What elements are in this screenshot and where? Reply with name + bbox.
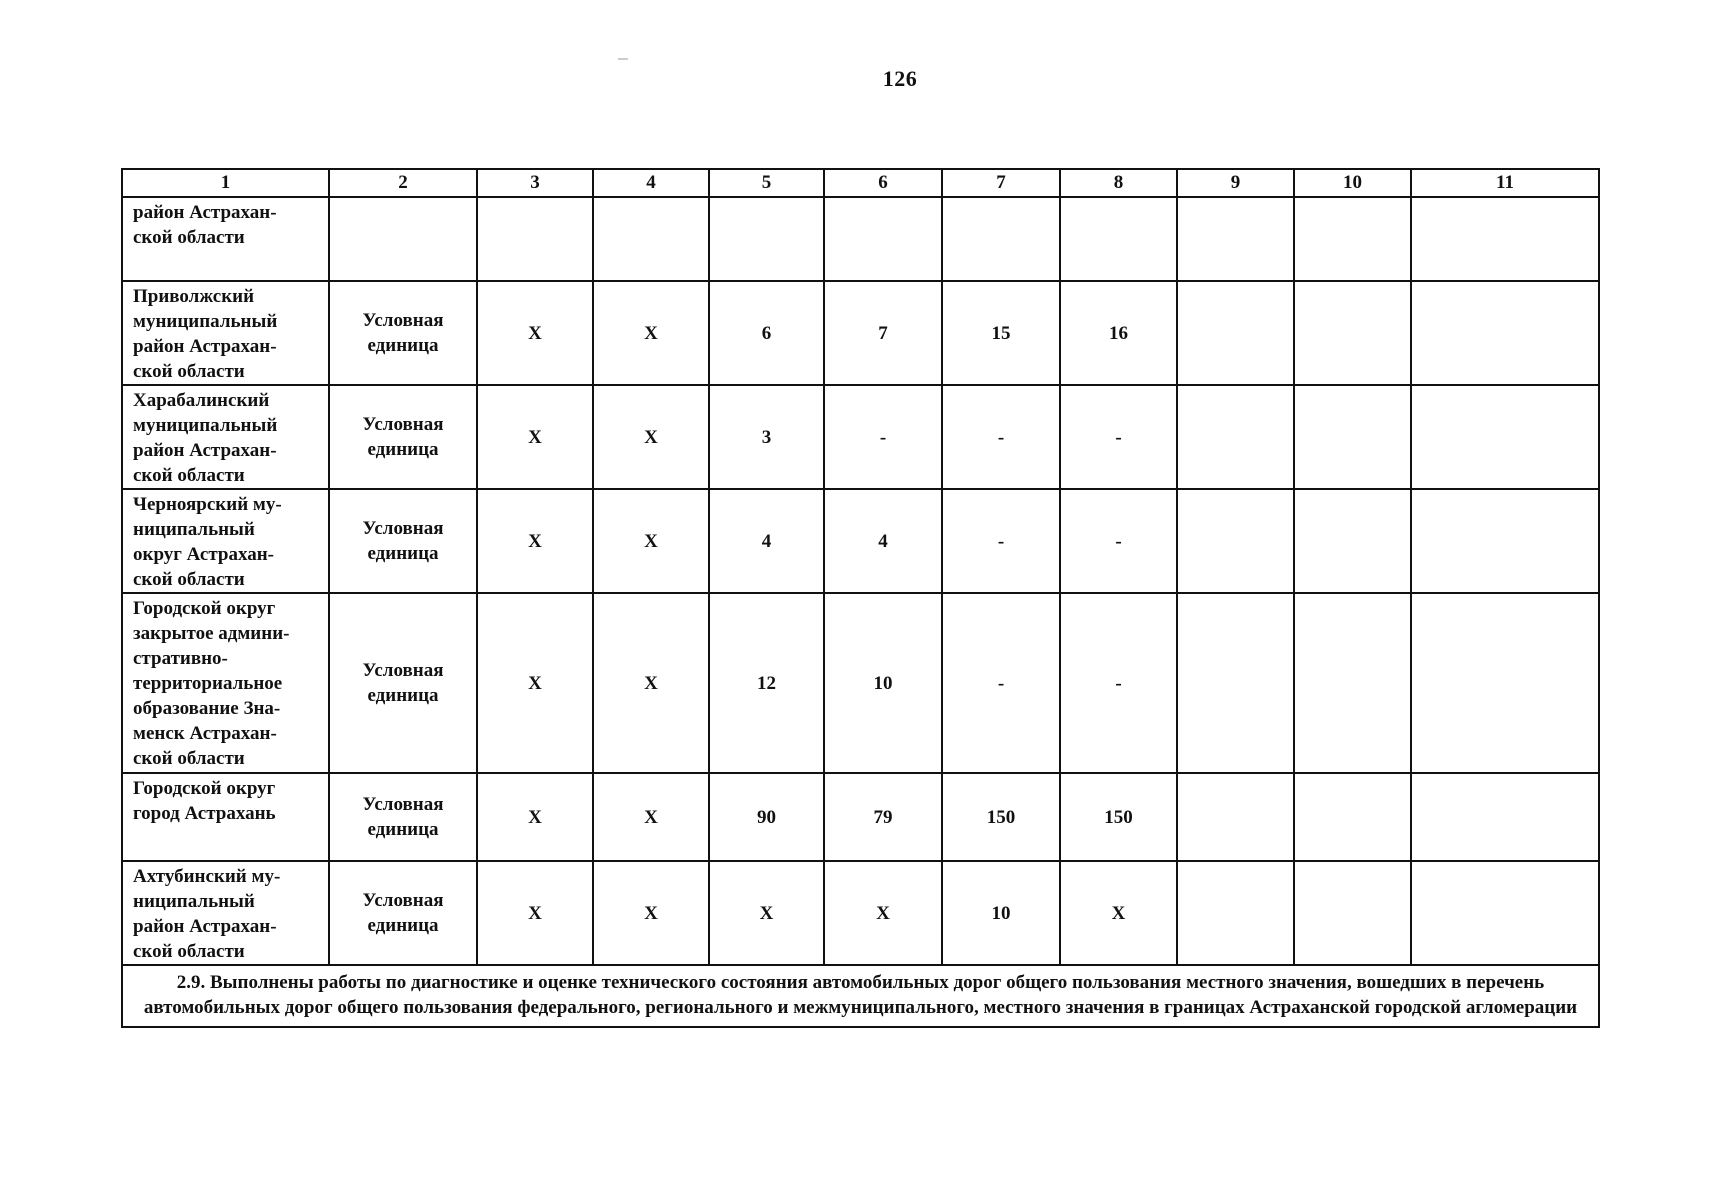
value-cell <box>593 197 709 281</box>
value-cell <box>1411 281 1599 385</box>
municipality-name-line: ской области <box>133 361 245 382</box>
column-header: 2 <box>329 169 477 197</box>
value-cell: 79 <box>824 773 942 861</box>
table-header-row <box>122 169 1599 197</box>
data-table <box>121 168 1600 1028</box>
value-cell: - <box>1060 593 1177 773</box>
municipality-name-line: район Астрахан- <box>133 336 277 357</box>
value-cell <box>1411 593 1599 773</box>
value-cell <box>1177 489 1294 593</box>
value-cell: 150 <box>1060 773 1177 861</box>
municipality-name-line: ской области <box>133 465 245 486</box>
value-cell: 150 <box>942 773 1060 861</box>
municipality-name-cell <box>122 489 329 593</box>
value-cell: 10 <box>942 861 1060 965</box>
column-header: 1 <box>122 169 329 197</box>
value-cell <box>709 197 824 281</box>
value-cell <box>1294 489 1411 593</box>
municipality-name-line: муниципальный <box>133 311 278 332</box>
value-cell: Х <box>477 385 593 489</box>
value-cell: 4 <box>709 489 824 593</box>
value-cell <box>942 197 1060 281</box>
value-cell: - <box>942 593 1060 773</box>
column-header: 3 <box>477 169 593 197</box>
value-cell: 6 <box>709 281 824 385</box>
value-cell <box>1411 197 1599 281</box>
municipality-name-line: Ахтубинский му- <box>133 866 281 887</box>
value-cell: Х <box>477 489 593 593</box>
value-cell <box>1177 593 1294 773</box>
municipality-name-line: Приволжский <box>133 286 255 307</box>
municipality-name-cell <box>122 197 329 281</box>
value-cell: Х <box>477 281 593 385</box>
municipality-name-line: округ Астрахан- <box>133 544 274 565</box>
municipality-name-line: район Астрахан- <box>133 916 277 937</box>
value-cell <box>1177 385 1294 489</box>
municipality-name-line: ской области <box>133 748 245 769</box>
section-note: 2.9. Выполнены работы по диагностике и оценке технического состояния автомобильных дорог общего пользования местного значения, вошедших в перечень автомобильных дорог общего пользования федерального, регионального и межмуниципального, местного значения в границах Астраханской городской агломерации <box>122 965 1599 1027</box>
unit-cell: Условная единица <box>329 281 477 385</box>
column-header: 7 <box>942 169 1060 197</box>
value-cell: Х <box>824 861 942 965</box>
municipality-name-line: территориальное <box>133 673 283 694</box>
municipality-name-line: район Астрахан- <box>133 202 277 223</box>
value-cell: 12 <box>709 593 824 773</box>
value-cell <box>1177 861 1294 965</box>
value-cell: 7 <box>824 281 942 385</box>
municipality-name-cell <box>122 773 329 861</box>
value-cell: Х <box>593 489 709 593</box>
value-cell <box>824 197 942 281</box>
municipality-name-line: менск Астрахан- <box>133 723 277 744</box>
table-row <box>122 861 1599 965</box>
unit-cell: Условная единица <box>329 385 477 489</box>
municipality-name-cell <box>122 385 329 489</box>
municipality-name-line: ской области <box>133 941 245 962</box>
value-cell <box>1294 593 1411 773</box>
value-cell <box>1177 197 1294 281</box>
value-cell: - <box>942 489 1060 593</box>
municipality-name-line: муниципальный <box>133 415 278 436</box>
municipality-name-line: ниципальный <box>133 519 255 540</box>
value-cell: - <box>824 385 942 489</box>
value-cell <box>1177 281 1294 385</box>
value-cell: 90 <box>709 773 824 861</box>
value-cell <box>1294 773 1411 861</box>
municipality-name-line: ской области <box>133 227 245 248</box>
table-row <box>122 385 1599 489</box>
value-cell: Х <box>709 861 824 965</box>
municipality-name-line: образование Зна- <box>133 698 281 719</box>
unit-cell: Условная единица <box>329 593 477 773</box>
column-header: 6 <box>824 169 942 197</box>
value-cell <box>1411 861 1599 965</box>
unit-cell: Условная единица <box>329 489 477 593</box>
column-header: 8 <box>1060 169 1177 197</box>
municipality-name-line: Городской округ <box>133 598 276 619</box>
municipality-name-line: Городской округ <box>133 778 276 799</box>
value-cell <box>1060 197 1177 281</box>
table-row <box>122 593 1599 773</box>
municipality-name-line: стративно- <box>133 648 228 669</box>
unit-cell <box>329 197 477 281</box>
value-cell: Х <box>593 593 709 773</box>
value-cell <box>1294 281 1411 385</box>
page-number: 126 <box>882 66 918 91</box>
value-cell: Х <box>477 861 593 965</box>
value-cell: 10 <box>824 593 942 773</box>
table-row <box>122 773 1599 861</box>
municipality-name-cell <box>122 861 329 965</box>
value-cell: 16 <box>1060 281 1177 385</box>
unit-cell: Условная единица <box>329 861 477 965</box>
value-cell <box>1411 489 1599 593</box>
municipality-name-line: город Астрахань <box>133 803 276 824</box>
municipality-name-cell <box>122 593 329 773</box>
value-cell: - <box>1060 489 1177 593</box>
value-cell: 4 <box>824 489 942 593</box>
column-header: 4 <box>593 169 709 197</box>
value-cell: 15 <box>942 281 1060 385</box>
value-cell: - <box>942 385 1060 489</box>
value-cell: Х <box>477 773 593 861</box>
table-body <box>122 169 1599 1027</box>
value-cell <box>1411 385 1599 489</box>
municipality-name-line: Черноярский му- <box>133 494 282 515</box>
value-cell <box>1294 861 1411 965</box>
section-note-row <box>122 965 1599 1027</box>
column-header: 10 <box>1294 169 1411 197</box>
column-header: 9 <box>1177 169 1294 197</box>
value-cell <box>477 197 593 281</box>
unit-cell: Условная единица <box>329 773 477 861</box>
table-row <box>122 197 1599 281</box>
value-cell: Х <box>593 281 709 385</box>
municipality-name-line: ниципальный <box>133 891 255 912</box>
column-header: 5 <box>709 169 824 197</box>
table-row <box>122 281 1599 385</box>
value-cell: Х <box>1060 861 1177 965</box>
value-cell <box>1294 385 1411 489</box>
value-cell: Х <box>593 773 709 861</box>
column-header: 11 <box>1411 169 1599 197</box>
value-cell <box>1177 773 1294 861</box>
municipality-name-line: ской области <box>133 569 245 590</box>
value-cell: Х <box>593 861 709 965</box>
municipality-name-line: Харабалинский <box>133 390 270 411</box>
value-cell: - <box>1060 385 1177 489</box>
municipality-name-line: район Астрахан- <box>133 440 277 461</box>
scan-artifact <box>618 58 628 60</box>
table-row <box>122 489 1599 593</box>
value-cell <box>1294 197 1411 281</box>
value-cell <box>1411 773 1599 861</box>
value-cell: Х <box>593 385 709 489</box>
municipality-name-cell <box>122 281 329 385</box>
value-cell: 3 <box>709 385 824 489</box>
municipality-name-line: закрытое админи- <box>133 623 290 644</box>
value-cell: Х <box>477 593 593 773</box>
